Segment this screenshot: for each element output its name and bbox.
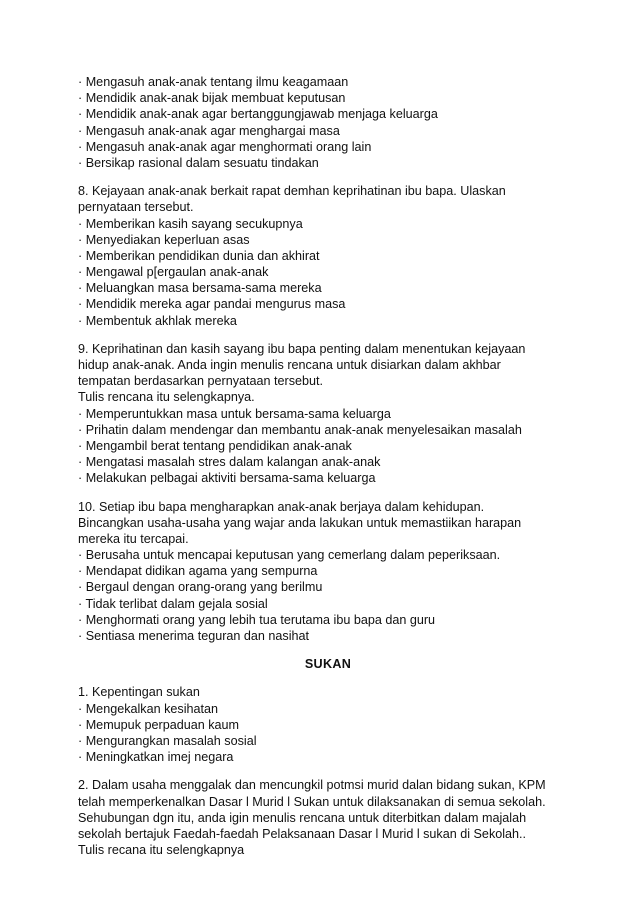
bullet-line: · Bersikap rasional dalam sesuatu tindakan <box>78 155 319 170</box>
paragraph-gap <box>78 171 578 183</box>
bullet-line: · Mengekalkan kesihatan <box>78 701 219 716</box>
text-line: 2. Dalam usaha menggalak dan mencungkil potmsi murid dalan bidang sukan, KPM <box>78 778 546 793</box>
bullet-line: · Prihatin dalam mendengar dan membantu anak-anak menyelesaikan masalah <box>78 422 522 437</box>
spacer <box>78 644 578 656</box>
text-line: Sehubungan dgn itu, anda igin menulis rencana untuk diterbitkan dalam majalah <box>78 810 527 825</box>
bullet-line: · Mengatasi masalah stres dalam kalangan anak-anak <box>78 455 381 470</box>
paragraph-gap <box>78 765 578 777</box>
section-title: SUKAN <box>304 657 352 672</box>
text-line: Tulis rencana itu selengkapnya. <box>78 390 255 405</box>
bullet-line: · Melakukan pelbagai aktiviti bersama-sama keluarga <box>78 471 376 486</box>
text-line: 10. Setiap ibu bapa mengharapkan anak-anak berjaya dalam kehidupan. <box>78 499 485 514</box>
bullet-line: · Membentuk akhlak mereka <box>78 313 237 328</box>
bullet-line: · Meningkatkan imej negara <box>78 750 234 765</box>
paragraph-gap <box>78 487 578 499</box>
spacer <box>78 672 578 684</box>
text-line: hidup anak-anak. Anda ingin menulis rencana untuk disiarkan dalam akhbar <box>78 358 501 372</box>
text-line: tempatan berdasarkan pernyataan tersebut. <box>78 374 324 389</box>
bullet-line: · Memberikan kasih sayang secukupnya <box>78 216 303 231</box>
text-line: 8. Kejayaan anak-anak berkait rapat demhan keprihatinan ibu bapa. Ulaskan <box>78 184 506 199</box>
text-line: pernyataan tersebut. <box>78 200 194 215</box>
text-line: 9. Keprihatinan dan kasih sayang ibu bapa penting dalam menentukan kejayaan <box>78 341 526 356</box>
text-line: 1. Kepentingan sukan <box>78 685 200 700</box>
bullet-line: · Mengawal p[ergaulan anak-anak <box>78 265 269 280</box>
bullet-line: · Mengambil berat tentang pendidikan anak-anak <box>78 438 352 453</box>
bullet-line: · Mendidik anak-anak bijak membuat keputusan <box>78 91 346 106</box>
text-line: telah memperkenalkan Dasar l Murid l Sukan untuk dilaksanakan di semua sekolah. <box>78 794 546 809</box>
bullet-line: · Mengurangkan masalah sosial <box>78 733 257 748</box>
bullet-line: · Memberikan pendidikan dunia dan akhirat <box>78 248 320 263</box>
paragraph-gap <box>78 329 578 341</box>
bullet-line: · Bergaul dengan orang-orang yang berilmu <box>78 580 323 595</box>
bullet-line: · Mengasuh anak-anak agar menghormati orang lain <box>78 139 372 154</box>
bullet-line: · Mengasuh anak-anak tentang ilmu keagamaan <box>78 75 349 89</box>
bullet-line: · Mendapat didikan agama yang sempurna <box>78 564 318 579</box>
bullet-line: · Mendidik mereka agar pandai mengurus masa <box>78 297 346 312</box>
bullet-line: · Berusaha untuk mencapai keputusan yang cemerlang dalam peperiksaan. <box>78 548 501 563</box>
document-body <box>78 74 578 858</box>
text-block-parenting <box>78 74 578 644</box>
bullet-line: · Menyediakan keperluan asas <box>78 232 250 247</box>
bullet-line: · Sentiasa menerima teguran dan nasihat <box>78 629 310 643</box>
bullet-line: · Memupuk perpaduan kaum <box>78 717 240 732</box>
bullet-line: · Mengasuh anak-anak agar menghargai masa <box>78 123 340 138</box>
bullet-line: · Memperuntukkan masa untuk bersama-sama keluarga <box>78 406 391 421</box>
text-line: Bincangkan usaha-usaha yang wajar anda lakukan untuk memastiikan harapan <box>78 515 522 530</box>
bullet-line: · Meluangkan masa bersama-sama mereka <box>78 281 322 296</box>
bullet-line: · Menghormati orang yang lebih tua terutama ibu bapa dan guru <box>78 612 436 627</box>
text-line: sekolah bertajuk Faedah-faedah Pelaksanaan Dasar l Murid l sukan di Sekolah.. <box>78 826 527 841</box>
bullet-line: · Tidak terlibat dalam gejala sosial <box>78 596 268 611</box>
text-line: mereka itu tercapai. <box>78 531 189 546</box>
text-line: Tulis recana itu selengkapnya <box>78 843 245 858</box>
bullet-line: · Mendidik anak-anak agar bertanggungjawab menjaga keluarga <box>78 107 438 122</box>
text-block-sports <box>78 684 578 858</box>
